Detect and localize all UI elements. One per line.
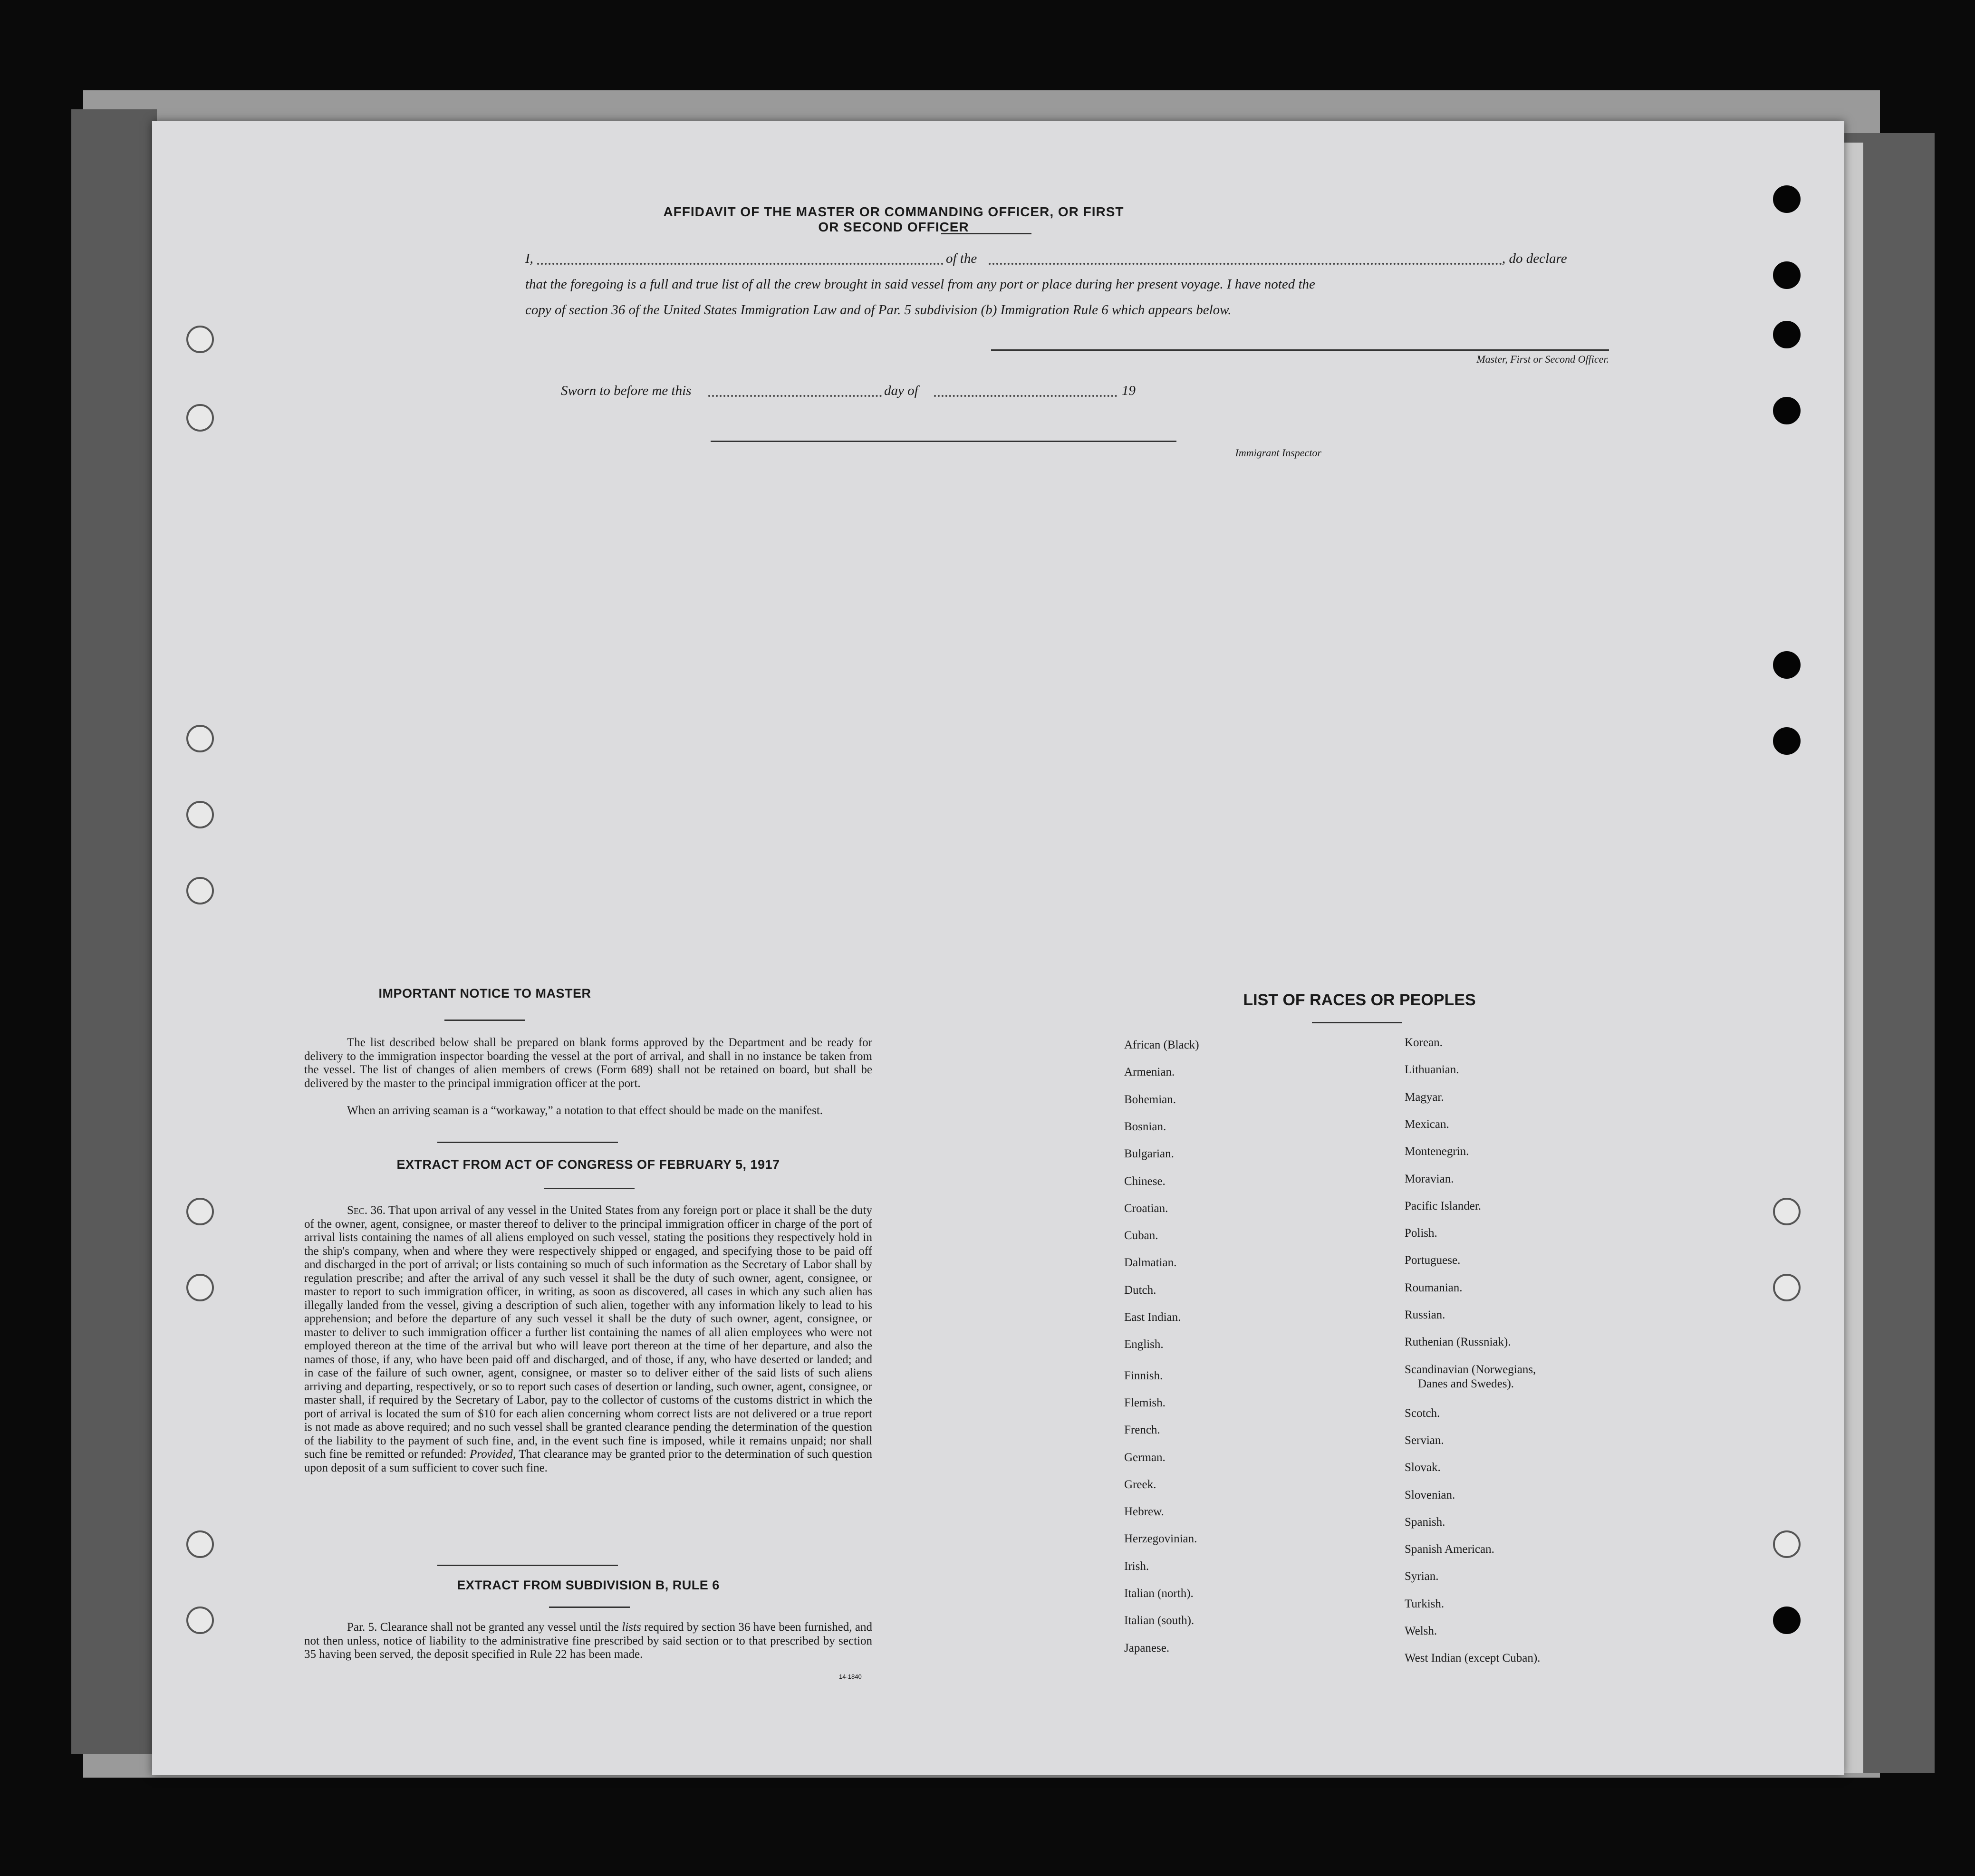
race-item: Bosnian. [1124,1120,1166,1133]
affidavit-declare-label: , do declare [1502,251,1567,266]
rule-text-italic: lists [622,1621,641,1634]
sworn-year-label: 19 [1122,383,1136,398]
rule-extract-text [304,1621,872,1662]
race-item: Syrian. [1405,1570,1439,1583]
punch-hole [186,404,214,432]
race-item: Croatian. [1124,1202,1168,1215]
punch-hole [1773,651,1801,679]
race-item: Irish. [1124,1560,1149,1573]
inspector-signature-label: Immigrant Inspector [1235,447,1321,459]
race-item: Pacific Islander. [1405,1200,1482,1212]
race-item: Flemish. [1124,1396,1166,1409]
race-item: Japanese. [1124,1642,1170,1655]
sworn-label: Sworn to before me this [561,383,692,398]
underlying-sheet-edge [1844,143,1863,1773]
punch-hole [186,801,214,828]
punch-hole [1773,1530,1801,1558]
title-underline [941,233,1031,234]
notice-title: IMPORTANT NOTICE TO MASTER [378,986,591,1001]
race-item: Portuguese. [1405,1254,1461,1267]
section-divider [437,1565,618,1566]
punch-hole [1773,1198,1801,1225]
act-extract-text [304,1204,872,1475]
sworn-day-label: day of [884,383,918,398]
race-item: Scandinavian (Norwegians, [1405,1363,1536,1376]
race-item: Spanish. [1405,1516,1445,1529]
race-item: Armenian. [1124,1066,1175,1078]
race-item: Ruthenian (Russniak). [1405,1336,1511,1348]
rule-text-before: Par. 5. Clearance shall not be granted any vessel until the [347,1621,619,1634]
race-item: Turkish. [1405,1597,1445,1610]
punch-hole [186,326,214,353]
race-item: Scotch. [1405,1407,1440,1420]
punch-hole [186,1607,214,1634]
sworn-month-blank [934,395,1117,397]
master-signature-label: Master, First or Second Officer. [1476,353,1609,365]
race-item: Mexican. [1405,1118,1449,1131]
race-item: Servian. [1405,1434,1444,1447]
form-number: 14-1840 [839,1673,862,1680]
punch-hole [1773,1274,1801,1301]
race-item: Magyar. [1405,1091,1444,1104]
race-item: Hebrew. [1124,1505,1164,1518]
affidavit-of-label: of the [946,251,977,266]
race-item: Cuban. [1124,1229,1158,1242]
affidavit-line-2: that the foregoing is a full and true list of all the crew brought in said vessel from any port or place during her present voyage. I have noted the [525,277,1315,292]
race-item: Italian (north). [1124,1587,1194,1600]
race-item: Slovak. [1405,1461,1441,1474]
notice-paragraph-2: When an arriving seaman is a “workaway,” a notation to that effect should be made on the manifest. [347,1104,823,1117]
affidavit-i-label: I, [525,251,533,266]
race-item: Russian. [1405,1308,1445,1321]
punch-hole [186,1274,214,1301]
affidavit-title: AFFIDAVIT OF THE MASTER OR COMMANDING OFFICER, OR FIRST OR SECOND OFFICER [663,204,1124,234]
act-extract-title: EXTRACT FROM ACT OF CONGRESS OF FEBRUARY 5, 1917 [396,1157,780,1172]
punch-hole [1773,321,1801,348]
vessel-blank [989,263,1502,265]
race-item: Lithuanian. [1405,1063,1459,1076]
race-item: Herzegovinian. [1124,1532,1197,1545]
race-item: Roumanian. [1405,1281,1463,1294]
manifest-page [152,121,1844,1775]
race-item: Dalmatian. [1124,1256,1177,1269]
master-signature-line [991,349,1609,351]
race-item: Moravian. [1405,1173,1454,1185]
race-item: Bohemian. [1124,1093,1176,1106]
name-blank [537,263,944,265]
notice-underline [444,1020,525,1021]
punch-hole [186,1530,214,1558]
section-label: Sec. 36. [347,1204,385,1217]
punch-hole [1773,1607,1801,1634]
sworn-day-blank [708,395,882,397]
sworn-line [561,378,1179,404]
race-item: African (Black) [1124,1039,1199,1051]
section-divider [437,1142,618,1143]
affidavit-line-1 [525,246,1609,271]
punch-hole [1773,261,1801,289]
races-underline [1312,1022,1402,1023]
race-item: German. [1124,1451,1166,1464]
notice-paragraph-1: The list described below shall be prepared on blank forms approved by the Department and be ready for delivery to the immigration inspector boarding the vessel at the port of arrival, and shall in no instance be taken from the vessel. The list of changes of alien members of crews (Form 689) shall not be retained on board, but shall be delivered by the master to the principal immigration officer at the port. [304,1036,872,1090]
rule-extract-title: EXTRACT FROM SUBDIVISION B, RULE 6 [457,1578,720,1592]
race-item: Welsh. [1405,1625,1437,1637]
punch-hole [1773,185,1801,213]
rule-text-after: required by section 36 have been furnished, and not then unless, notice of liability to the administrative fine prescribed by said section or to that prescribed by section 35 having been served, the deposit specified in Rule 22 has been made. [304,1621,873,1661]
race-item: West Indian (except Cuban). [1405,1652,1541,1664]
proviso-text: That clearance may be granted prior to the determination of such question upon deposit of a sum sufficient to cover such fine. [304,1448,873,1474]
race-item: English. [1124,1338,1164,1351]
inspector-signature-line [711,441,1176,442]
race-item: East Indian. [1124,1311,1181,1324]
affidavit-line-3: copy of section 36 of the United States Immigration Law and of Par. 5 subdivision (b) Immigration Rule 6 which appears below. [525,302,1232,317]
section-body: That upon arrival of any vessel in the United States from any foreign port or place it shall be the duty of the owner, agent, consignee, or master thereof to deliver to the principal immigration officer in charge of the port of arrival lists containing the names of all aliens employed on such vessel, stating the positions they respectively hold in the ship's company, when and where they were respectively shipped or engaged, and specifying those to be paid off and discharged in the port of arrival; or lists containing so much of such information as the Secretary of Labor shall by regulation prescribe; and after the arrival of any such vessel it shall be the duty of such owner, agent, consignee, or master to report to such immigration officer, in writing, as soon as discovered, all cases in which any such alien has illegally landed from the vessel, giving a description of such alien, together with any information likely to lead to his apprehension; and before the departure of any such vessel it shall be the duty of such owner, agent, consignee, or master to deliver to such immigration officer a further list containing the names of all alien employees who were not employed thereon at the time of the arrival but who will leave port thereon at the time of her departure, and also the names of those, if any, who have been paid off and discharged, and of those, if any, who have deserted or landed; and in case of the failure of such owner, agent, consignee, or master so to deliver either of the said lists of such aliens arriving and departing, respectively, or so to report such cases of desertion or landing, such owner, agent, consignee, or master shall, if required by the Secretary of Labor, pay to the collector of customs of the customs district in which the port of arrival is located the sum of $10 for each alien concerning whom correct lists are not delivered or a true report is not made as above required; and no such vessel shall be granted clearance pending the determination of the question of the liability to the payment of such fine, and, in the event such fine is imposed, while it remains unpaid; nor shall such fine be remitted or refunded: [304,1204,872,1461]
race-item: French. [1124,1424,1160,1436]
punch-hole [1773,727,1801,755]
race-item: Greek. [1124,1478,1156,1491]
punch-hole [186,877,214,904]
act-extract-underline [544,1188,635,1189]
race-item: Finnish. [1124,1369,1163,1382]
race-item: Spanish American. [1405,1543,1494,1556]
race-item: Montenegrin. [1405,1145,1469,1158]
race-item: Chinese. [1124,1175,1166,1188]
punch-hole [186,1198,214,1225]
punch-hole [1773,397,1801,424]
folder-edge [71,109,157,1754]
race-item: Dutch. [1124,1284,1156,1297]
race-item: Italian (south). [1124,1614,1195,1627]
race-item: Danes and Swedes). [1418,1377,1514,1390]
race-item: Bulgarian. [1124,1147,1174,1160]
races-title: LIST OF RACES OR PEOPLES [1243,991,1476,1009]
race-item: Slovenian. [1405,1489,1455,1501]
punch-hole [186,725,214,752]
proviso-label: Provided, [470,1448,516,1461]
rule-extract-underline [549,1607,630,1608]
race-item: Polish. [1405,1227,1437,1240]
race-item: Korean. [1405,1036,1443,1049]
